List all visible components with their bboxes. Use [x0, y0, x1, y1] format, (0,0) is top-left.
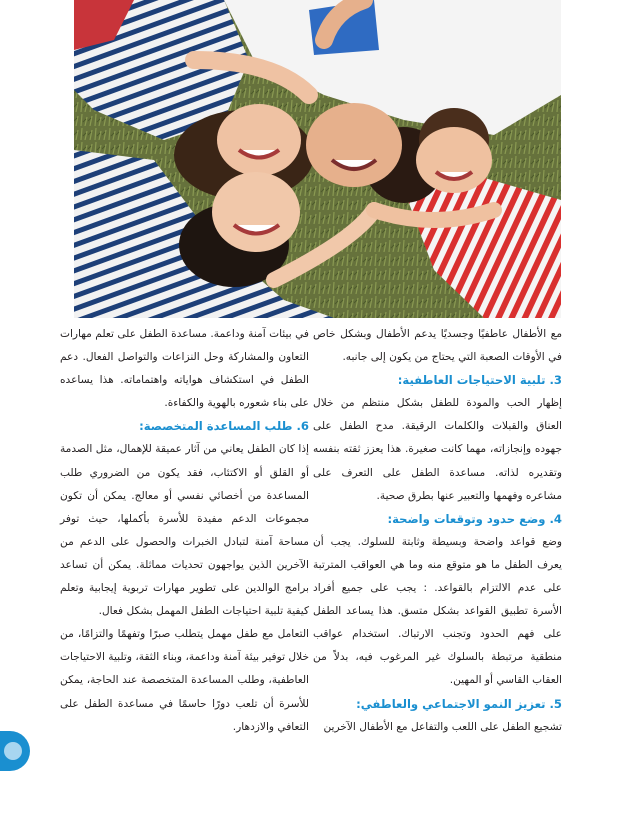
paragraph: وضع قواعد واضحة وبسيطة وثابتة للسلوك. يجب أن يعرف الطفل ما هو متوقع منه وما هي العواقب المترتبة على عدم الالتزام بالقواعد. : يجب على جميع أفراد الأسرة تطبيق القواعد بشكل متسق. هذا يساعد الطفل على فهم الحدود وتجنب الارتباك. استخدام عواقب منطقية مرتبطة بالسلوك غير المرغوب فيه، بدلاً من العقاب القاسي أو المهين. — [313, 535, 562, 687]
paragraph: مع الأطفال عاطفيًا وجسديًا يدعم الأطفال وبشكل خاص في الأوقات الصعبة التي يحتاج من يكون إلى جانبه. — [313, 328, 562, 364]
section-heading-5: 5. تعزيز النمو الاجتماعي والعاطفي: — [356, 696, 562, 711]
family-photo — [74, 0, 561, 318]
right-column — [313, 323, 562, 739]
paragraph: إظهار الحب والمودة للطفل بشكل منتظم من خلال العناق والقبلات والكلمات الرقيقة. مدح الطفل على جهوده وإنجازاته، مهما كانت صغيرة. هذا يعزز ثقته بنفسه وتقديره لذاته. مساعدة الطفل على التعرف على مشاعره وفهمها والتعبير عنها بطرق صحية. — [313, 397, 562, 502]
paragraph: تشجيع الطفل على اللعب والتفاعل مع الأطفال الآخرين — [323, 720, 562, 733]
paragraph: التعامل مع طفل مهمل يتطلب صبرًا وتفهمًا والتزامًا، من خلال توفير بيئة آمنة وداعمة، وبناء الثقة، وتلبية الاحتياجات العاطفية، وطلب المساعدة المتخصصة عند الحاجة، يمكن للأسرة أن تلعب دورًا حاسمًا في مساعدة الطفل على التعافي والازدهار. — [60, 628, 309, 733]
left-column — [60, 323, 309, 739]
section-heading-6: 6. طلب المساعدة المتخصصة: — [139, 419, 309, 434]
section-heading-3: 3. تلبية الاحتياجات العاطفية: — [397, 373, 562, 388]
page-tab — [0, 731, 30, 771]
family-lying-on-grass-illustration — [74, 0, 561, 318]
section-heading-4: 4. وضع حدود وتوقعات واضحة: — [387, 511, 562, 526]
page-dot-icon — [4, 742, 22, 760]
paragraph: إذا كان الطفل يعاني من آثار عميقة للإهمال، مثل الصدمة أو القلق أو الاكتئاب، فقد يكون من الضروري طلب المساعدة من أخصائي نفسي أو معالج. يمكن أن تكون مجموعات الدعم مفيدة للأسرة بأكملها، حيث توفر مساحة آمنة لتبادل الخبرات والحصول على الدعم من الآخرين الذين يواجهون تحديات مماثلة. يمكن أن تساعد برامج الوالدين على تطوير مهارات تربوية إيجابية وتعلم كيفية تلبية احتياجات الطفل المهمل بشكل فعال. — [60, 443, 309, 618]
paragraph: في بيئات آمنة وداعمة. مساعدة الطفل على تعلم مهارات التعاون والمشاركة وحل النزاعات والتواصل الفعال. دعم الطفل في استكشاف هواياته واهتماماته. هذا يساعده على بناء شعوره بالهوية والكفاءة. — [60, 328, 309, 410]
